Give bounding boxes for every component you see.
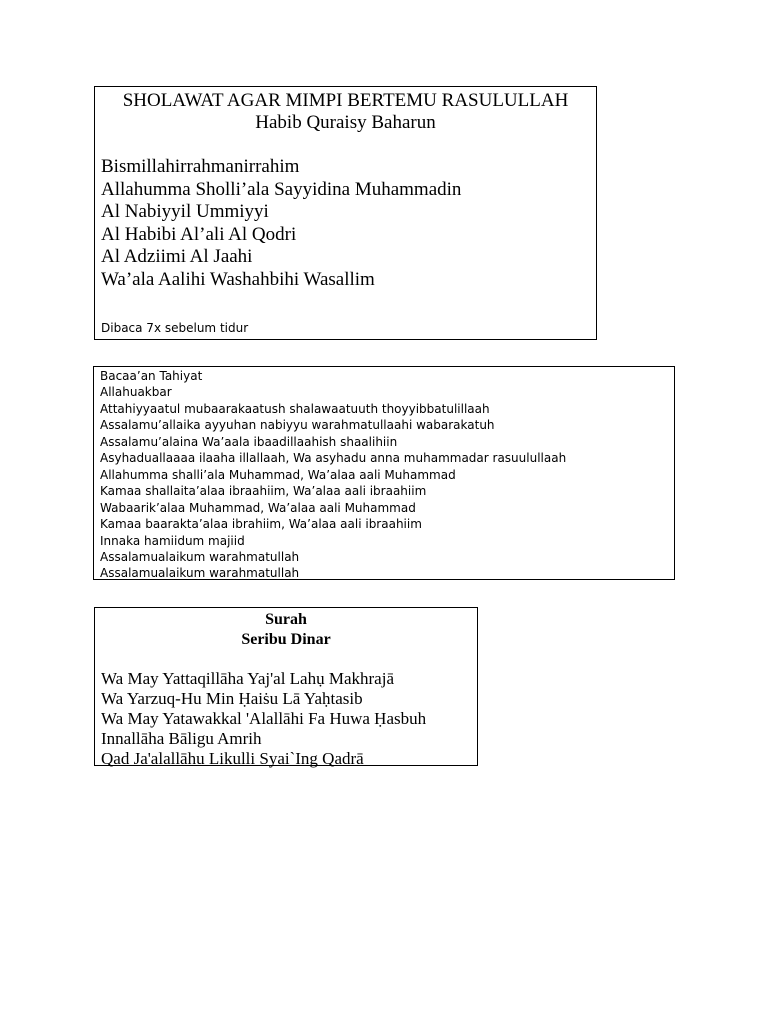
- surah-heading: Surah: [265, 611, 307, 628]
- surah-box: [94, 607, 478, 766]
- tahiyat-line: Wabaarik’alaa Muhammad, Wa’alaa aali Muhammad: [100, 500, 416, 515]
- tahiyat-line: Asyhaduallaaaa ilaaha illallaah, Wa asyhadu anna muhammadar rasuulullaah: [100, 451, 567, 466]
- sholawat-box: [94, 86, 597, 340]
- tahiyat-line: Assalamualaikum warahmatullah: [100, 566, 300, 581]
- sholawat-line: Al Nabiyyil Ummiyyi: [101, 201, 269, 222]
- sholawat-line: Wa’ala Aalihi Washahbihi Wasallim: [101, 268, 375, 290]
- sholawat-subtitle: Habib Quraisy Baharun: [255, 112, 436, 133]
- surah-line: Innallāha Bāligu Amrih: [101, 729, 262, 748]
- sholawat-note: Dibaca 7x sebelum tidur: [101, 321, 249, 335]
- tahiyat-line: Assalamualaikum warahmatullah: [100, 549, 300, 564]
- surah-verses: [101, 669, 471, 769]
- sholawat-line: Allahumma Sholli’ala Sayyidina Muhammadin: [101, 178, 462, 200]
- surah-subheading: Seribu Dinar: [241, 631, 331, 648]
- sholawat-verses: [101, 156, 590, 291]
- sholawat-title: SHOLAWAT AGAR MIMPI BERTEMU RASULULLAH: [122, 90, 569, 111]
- surah-line: Wa Yarzuq-Hu Min Ḥaiṡu Lā Yaḥtasib: [101, 689, 363, 708]
- tahiyat-line: Assalamu’allaika ayyuhan nabiyyu warahmatullaahi wabarakatuh: [100, 418, 495, 433]
- tahiyat-box: [93, 366, 675, 580]
- tahiyat-line: Bacaa’an Tahiyat: [100, 369, 203, 383]
- tahiyat-line: Attahiyyaatul mubaarakaatush shalawaatuuth thoyyibbatulillaah: [100, 401, 490, 416]
- sholawat-line: Al Adziimi Al Jaahi: [101, 246, 253, 267]
- tahiyat-line: Allahumma shalli’ala Muhammad, Wa’alaa aali Muhammad: [100, 467, 456, 482]
- tahiyat-line: Allahuakbar: [100, 385, 172, 400]
- surah-line: Qad Ja'alallāhu Likulli Syai`Ing Qadrā: [101, 749, 364, 768]
- tahiyat-line: Kamaa baarakta’alaa ibrahiim, Wa’alaa aali ibraahiim: [100, 517, 422, 532]
- tahiyat-line: Kamaa shallaita’alaa ibraahiim, Wa’alaa aali ibraahiim: [100, 484, 427, 499]
- surah-line: Wa May Yattaqillāha Yaj'al Lahụ Makhrajā: [101, 669, 394, 688]
- tahiyat-line: Innaka hamiidum majiid: [100, 533, 245, 548]
- tahiyat-line: Assalamu’alaina Wa’aala ibaadillaahish shaalihiin: [100, 434, 398, 449]
- sholawat-line: Al Habibi Al’ali Al Qodri: [101, 223, 297, 245]
- surah-line: Wa May Yatawakkal 'Alallāhi Fa Huwa Ḥasbuh: [101, 709, 427, 728]
- sholawat-line: Bismillahirrahmanirrahim: [101, 156, 300, 177]
